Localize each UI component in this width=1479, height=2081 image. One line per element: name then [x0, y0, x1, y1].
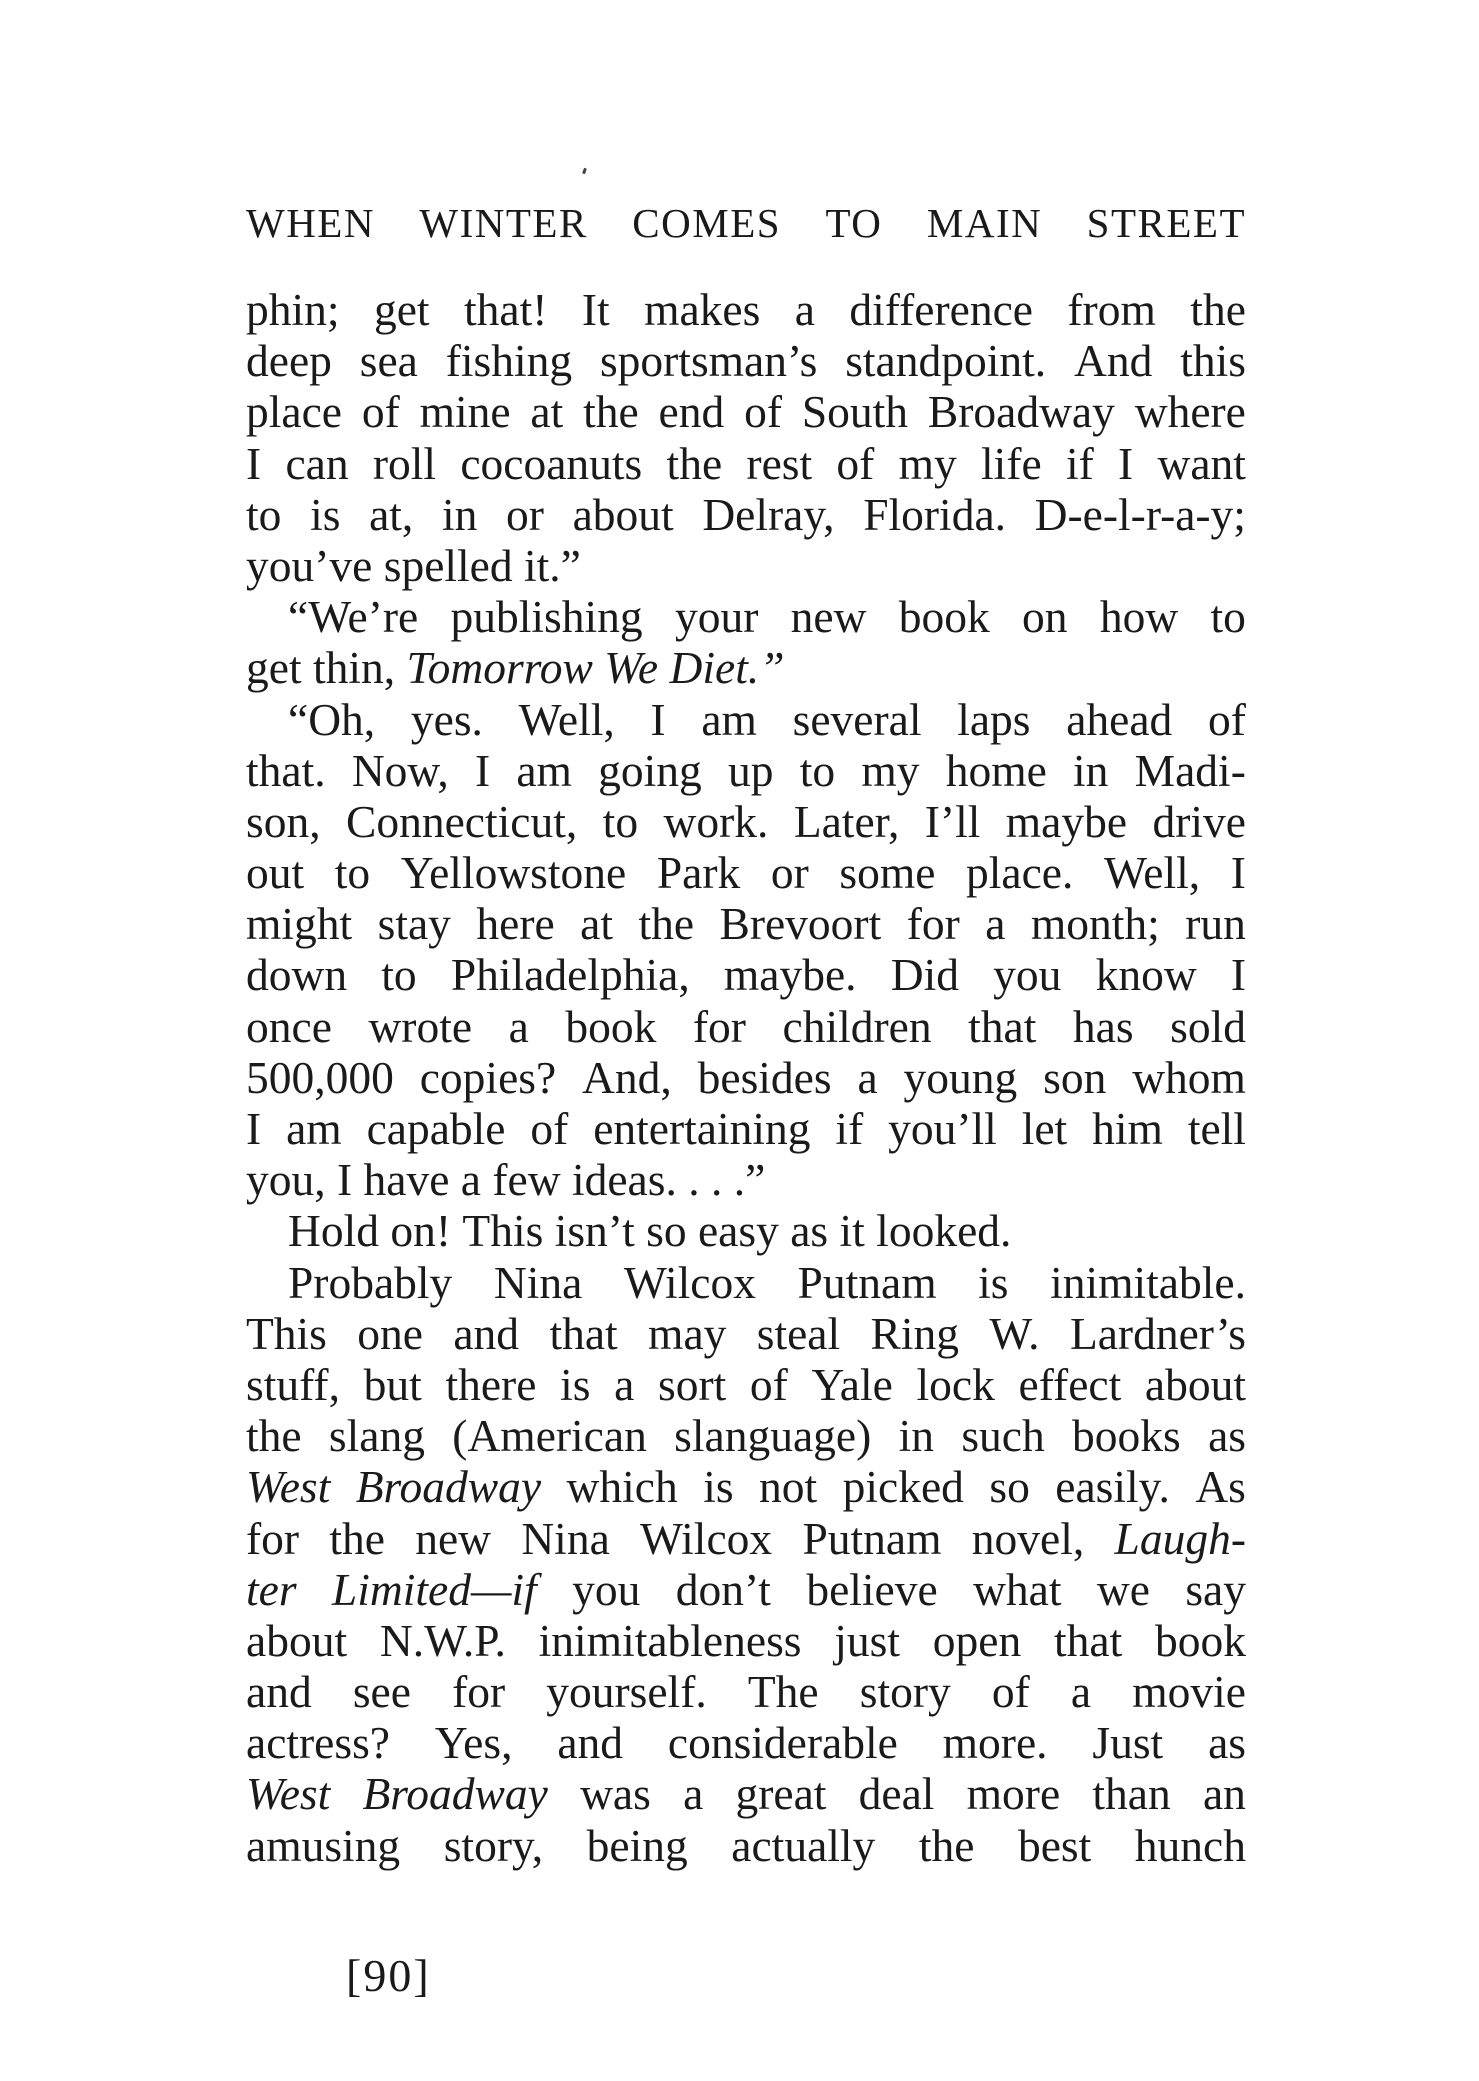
text-line: ter Limited—if you don’t believe what we say — [246, 1563, 1246, 1615]
text-line: 500,000 copies? And, besides a young son whom — [246, 1051, 1246, 1103]
text-line: that. Now, I am going up to my home in Madi- — [246, 744, 1246, 796]
running-head-word: MAIN — [926, 200, 1043, 246]
running-head-word: TO — [825, 200, 883, 246]
body-text — [246, 284, 1246, 1871]
text-line: I am capable of entertaining if you’ll let him tell — [246, 1103, 1246, 1154]
text-line: the slang (American slanguage) in such books as — [246, 1410, 1246, 1462]
text-line: West Broadway which is not picked so easily. As — [246, 1461, 1246, 1513]
text-line: out to Yellowstone Park or some place. Well, I — [246, 847, 1246, 899]
text-line: phin; get that! It makes a difference from the — [246, 284, 1246, 335]
text-line: about N.W.P. inimitableness just open that book — [246, 1614, 1246, 1666]
text-line: stuff, but there is a sort of Yale lock effect about — [246, 1358, 1246, 1410]
text-line: you, I have a few ideas. . . .” — [246, 1154, 766, 1206]
text-line: West Broadway was a great deal more than an — [246, 1768, 1246, 1820]
text-line: down to Philadelphia, maybe. Did you know I — [246, 949, 1246, 1001]
text-line: I can roll cocoanuts the rest of my life if I want — [246, 437, 1246, 489]
text-line: place of mine at the end of South Broadway where — [246, 386, 1246, 438]
text-line: This one and that may steal Ring W. Lardner’s — [246, 1307, 1246, 1359]
running-head-word: COMES — [632, 200, 782, 246]
book-page — [246, 0, 1246, 2081]
running-head — [246, 200, 1246, 246]
running-head-word: WHEN — [246, 200, 375, 246]
print-speck — [582, 168, 587, 175]
running-head-word: STREET — [1086, 200, 1246, 246]
text-line: get thin, Tomorrow We Diet.” — [246, 642, 785, 694]
text-line: “Oh, yes. Well, I am several laps ahead of — [288, 693, 1246, 745]
text-line: actress? Yes, and considerable more. Just as — [246, 1717, 1246, 1769]
text-line: to is at, in or about Delray, Florida. D-e-l-r-a-y; — [246, 488, 1246, 540]
text-line: once wrote a book for children that has sold — [246, 1000, 1246, 1052]
text-line: “We’re publishing your new book on how to — [288, 591, 1246, 643]
text-line: for the new Nina Wilcox Putnam novel, Laugh- — [246, 1512, 1246, 1564]
text-line: Probably Nina Wilcox Putnam is inimitable. — [288, 1256, 1246, 1308]
page-number: [90] — [346, 1950, 431, 2001]
text-line: deep sea fishing sportsman’s standpoint. And this — [246, 335, 1246, 387]
text-line: Hold on! This isn’t so easy as it looked. — [288, 1205, 1012, 1257]
text-line: you’ve spelled it.” — [246, 539, 581, 591]
text-line: and see for yourself. The story of a movie — [246, 1666, 1246, 1718]
text-line: amusing story, being actually the best hunch — [246, 1819, 1246, 1871]
text-line: son, Connecticut, to work. Later, I’ll maybe drive — [246, 795, 1246, 847]
text-line: might stay here at the Brevoort for a month; run — [246, 898, 1246, 950]
running-head-word: WINTER — [419, 200, 588, 246]
